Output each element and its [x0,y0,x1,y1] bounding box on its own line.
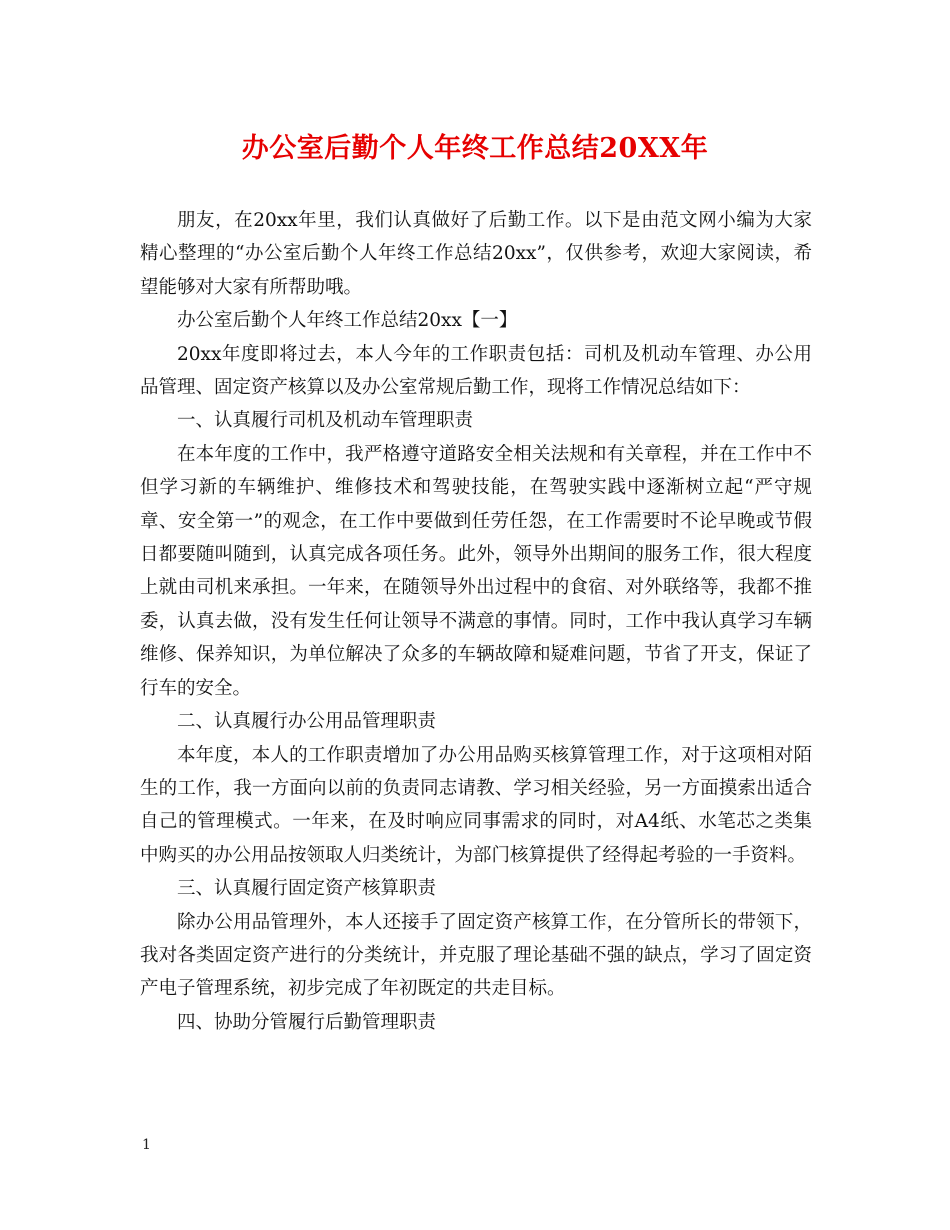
document-body [140,204,812,1039]
section-heading-part-one: 办公室后勤个人年终工作总结20xx【一】 [177,310,518,332]
section-heading-logistics: 四、协助分管履行后勤管理职责 [177,1011,437,1033]
paragraph-fixed-assets: 除办公用品管理外，本人还接手了固定资产核算工作，在分管所长的带领下，我对各类固定资产进行的分类统计，并克服了理论基础不强的缺点，学习了固定资产电子管理系统，初步完成了年初既定的共走目标。 [140,911,812,1000]
document-title: 办公室后勤个人年终工作总结20XX年 [241,133,709,164]
page-number: 1 [142,1137,151,1153]
paragraph-intro: 朋友，在20xx年里，我们认真做好了后勤工作。以下是由范文网小编为大家精心整理的“办公室后勤个人年终工作总结20xx”，仅供参考，欢迎大家阅读，希望能够对大家有所帮助哦。 [140,210,812,298]
section-heading-office-supplies: 二、认真履行办公用品管理职责 [177,711,437,733]
paragraph-office-supplies: 本年度，本人的工作职责增加了办公用品购买核算管理工作，对于这项相对陌生的工作，我一方面向以前的负责同志请教、学习相关经验，另一方面摸索出适合自己的管理模式。一年来，在及时响应同事需求的同时，对A4纸、水笔芯之类集中购买的办公用品按领取人归类统计，为部门核算提供了经得起考验的一手资料。 [140,744,812,866]
paragraph-overview: 20xx年度即将过去，本人今年的工作职责包括：司机及机动车管理、办公用品管理、固定资产核算以及办公室常规后勤工作，现将工作情况总结如下： [140,343,812,399]
paragraph-driver: 在本年度的工作中，我严格遵守道路安全相关法规和有关章程，并在工作中不但学习新的车辆维护、维修技术和驾驶技能，在驾驶实践中逐渐树立起“严守规章、安全第一”的观念，在工作中要做到任劳任怨，在工作需要时不论早晚或节假日都要随叫随到，认真完成各项任务。此外，领导外出期间的服务工作，很大程度上就由司机来承担。一年来，在随领导外出过程中的食宿、对外联络等，我都不推委，认真去做，没有发生任何让领导不满意的事情。同时，工作中我认真学习车辆维修、保养知识，为单位解决了众多的车辆故障和疑难问题，节省了开支，保证了行车的安全。 [140,443,812,699]
section-heading-fixed-assets: 三、认真履行固定资产核算职责 [177,878,437,900]
section-heading-driver: 一、认真履行司机及机动车管理职责 [177,410,474,432]
